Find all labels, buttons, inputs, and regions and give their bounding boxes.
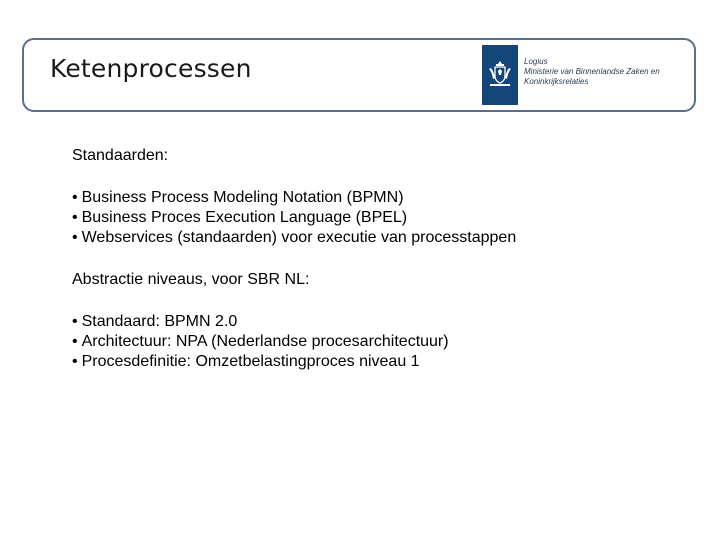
list-item-text: Architectuur: NPA (Nederlandse procesarchitectuur) bbox=[81, 333, 449, 350]
section-heading-abstractie: Abstractie niveaus, voor SBR NL: bbox=[72, 271, 310, 288]
logo-emblem-bar bbox=[482, 45, 518, 105]
logo-line-3: Koninkrijksrelaties bbox=[524, 77, 589, 86]
bullet-marker: • bbox=[72, 189, 78, 206]
list-item-text: Webservices (standaarden) voor executie van processtappen bbox=[81, 229, 517, 246]
list-item bbox=[72, 228, 516, 248]
coat-of-arms-icon bbox=[486, 59, 514, 89]
bullet-marker: • bbox=[72, 229, 78, 246]
bullet-marker: • bbox=[72, 313, 78, 330]
list-item bbox=[72, 332, 516, 352]
list-item bbox=[72, 352, 516, 372]
list-item-text: Business Proces Execution Language (BPEL) bbox=[81, 209, 408, 226]
bullet-list-abstractie bbox=[72, 312, 516, 372]
bullet-marker: • bbox=[72, 209, 78, 226]
logo-text bbox=[524, 57, 660, 87]
bullet-marker: • bbox=[72, 333, 78, 350]
list-item bbox=[72, 208, 516, 228]
logo-line-2: Ministerie van Binnenlandse Zaken en bbox=[524, 67, 660, 76]
logius-logo bbox=[482, 45, 677, 105]
list-item-text: Procesdefinitie: Omzetbelastingproces niveau 1 bbox=[81, 353, 420, 370]
logo-line-1: Logius bbox=[524, 57, 548, 66]
title-frame bbox=[22, 38, 696, 112]
list-item-text: Business Process Modeling Notation (BPMN) bbox=[81, 189, 404, 206]
slide-body bbox=[72, 146, 516, 372]
list-item-text: Standaard: BPMN 2.0 bbox=[81, 313, 238, 330]
slide-title: Ketenprocessen bbox=[50, 54, 252, 83]
bullet-list-standaarden bbox=[72, 188, 516, 248]
section-heading-standaarden: Standaarden: bbox=[72, 147, 169, 164]
list-item bbox=[72, 312, 516, 332]
list-item bbox=[72, 188, 516, 208]
bullet-marker: • bbox=[72, 353, 78, 370]
